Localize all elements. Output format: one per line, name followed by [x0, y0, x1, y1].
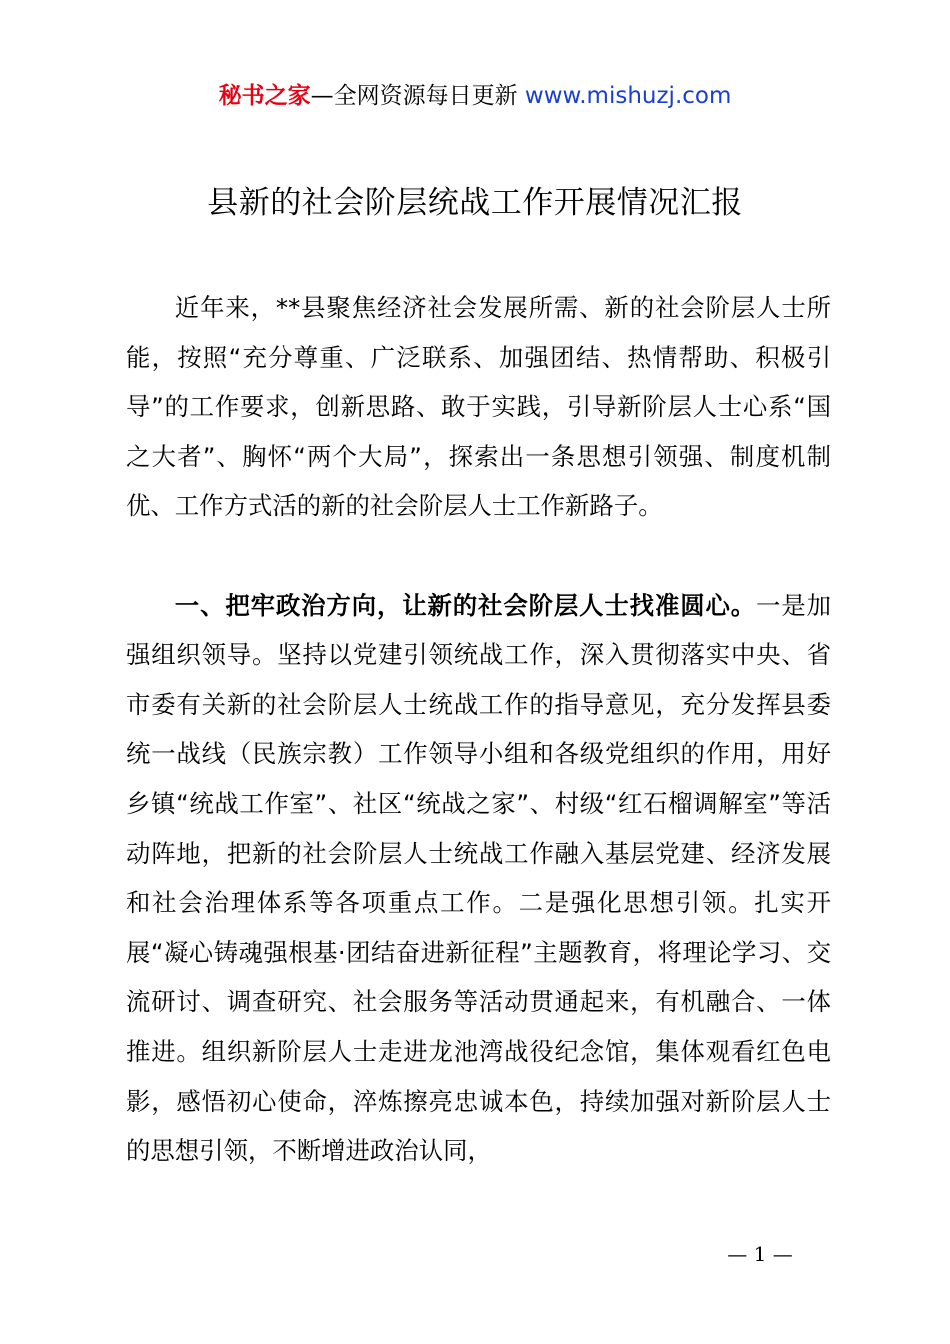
- site-url[interactable]: www.mishuzj.com: [524, 83, 732, 109]
- site-tagline: —全网资源每日更新: [310, 83, 525, 109]
- document-title: 县新的社会阶层统战工作开展情况汇报: [207, 185, 743, 221]
- section-1-body: 一是加强组织领导。坚持以党建引领统战工作，深入贯彻落实中央、省市委有关新的社会阶层人士统战工作的指导意见，充分发挥县委统一战线（民族宗教）工作领导小组和各级党组织的作用，用好乡镇“统战工作室”、社区“统战之家”、村级“红石榴调解室”等活动阵地，把新的社会阶层人士统战工作融入基层党建、经济发展和社会治理体系等各项重点工作。二是强化思想引领。扎实开展“凝心铸魂强根基·团结奋进新征程”主题教育，将理论学习、交流研讨、调查研究、社会服务等活动贯通起来，有机融合、一体推进。组织新阶层人士走进龙池湾战役纪念馆，集体观看红色电影，感悟初心使命，淬炼擦亮忠诚本色，持续加强对新阶层人士的思想引领，不断增进政治认同，: [126, 590, 831, 1166]
- site-header: [0, 80, 950, 112]
- document-body: [126, 283, 831, 1176]
- site-brand: 秘书之家: [218, 83, 311, 109]
- intro-paragraph: 近年来，**县聚焦经济社会发展所需、新的社会阶层人士所能，按照“充分尊重、广泛联系、加强团结、热情帮助、积极引导”的工作要求，创新思路、敢于实践，引导新阶层人士心系“国之大者”、胸怀“两个大局”，探索出一条思想引领强、制度机制优、工作方式活的新的社会阶层人士工作新路子。: [126, 293, 831, 521]
- page-number: — 1 —: [727, 1242, 793, 1266]
- section-1-heading: 一、把牢政治方向，让新的社会阶层人士找准圆心。: [174, 590, 757, 620]
- section-1-paragraph: [126, 581, 831, 1176]
